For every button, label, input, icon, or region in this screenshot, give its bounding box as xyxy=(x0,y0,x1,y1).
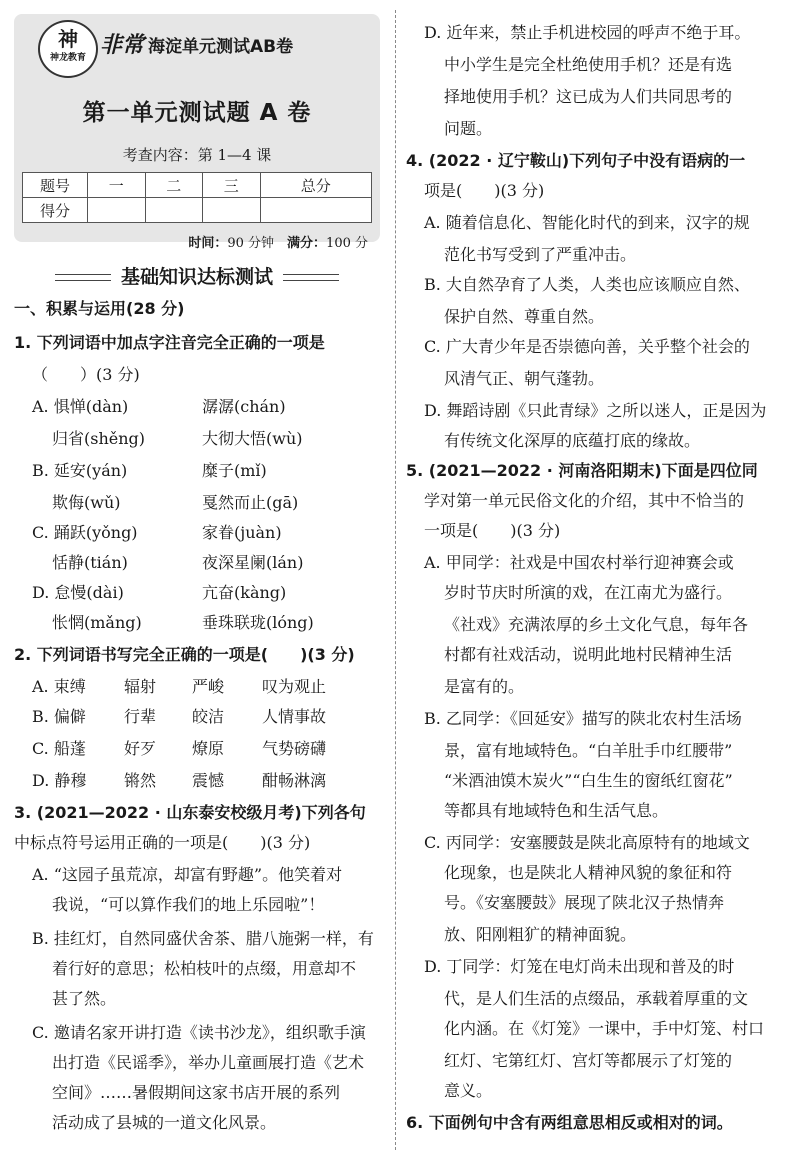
question-line: D. 丁同学：灯笼在电灯尚未出现和普及的时 xyxy=(424,957,735,976)
question-line: 意义。 xyxy=(444,1081,493,1100)
question-line: D. 怠慢(dài) xyxy=(32,583,124,602)
question-line: 化现象，也是陕北人精神风貌的象征和符 xyxy=(444,863,733,882)
question-line: 红灯、宅第红灯、宫灯等都展示了灯笼的 xyxy=(444,1051,733,1070)
question-line: 大彻大悟(wù) xyxy=(202,429,303,448)
question-line: A. 甲同学：社戏是中国农村举行迎神赛会或 xyxy=(424,553,734,572)
score-cell: 三 xyxy=(203,173,261,198)
question-line: 号。《安塞腰鼓》展现了陕北汉子热情奔 xyxy=(444,893,725,912)
brand-name: 神龙教育 xyxy=(49,53,86,63)
question-line: 中小学生是完全杜绝使用手机？还是有选 xyxy=(444,55,733,74)
question-line: 一项是( )(3 分) xyxy=(424,521,561,540)
score-cell xyxy=(203,198,261,223)
exam-scope: 考查内容：第 1—4 课 xyxy=(122,146,272,164)
question-line: 甚了然。 xyxy=(52,989,117,1008)
question-line: 2. 下列词语书写完全正确的一项是( )(3 分) xyxy=(14,645,355,664)
question-line: 行辈 xyxy=(124,707,157,726)
question-line: 夜深星阑(lán) xyxy=(202,553,304,572)
question-line: 亢奋(kàng) xyxy=(202,583,287,602)
question-line: 恬静(tián) xyxy=(52,553,128,572)
time-info xyxy=(188,232,368,251)
question-line: 代，是人们生活的点缀品，承载着厚重的文 xyxy=(444,989,749,1008)
question-line: A. “这园子虽荒凉，却富有野趣”。他笑着对 xyxy=(32,865,343,884)
full-value: 100 分 xyxy=(326,236,368,251)
question-line: 好歹 xyxy=(124,739,157,758)
question-line: C. 邀请名家开讲打造《读书沙龙》，组织歌手演 xyxy=(32,1023,366,1042)
score-cell: 一 xyxy=(88,173,146,198)
question-line: 学对第一单元民俗文化的介绍，其中不恰当的 xyxy=(424,491,745,510)
question-line: 放、阳刚粗犷的精神面貌。 xyxy=(444,925,637,944)
score-cell: 得分 xyxy=(23,198,88,223)
score-cell: 题号 xyxy=(23,173,88,198)
question-line: 等都具有地域特色和生活气息。 xyxy=(444,801,669,820)
question-line: 皎洁 xyxy=(192,707,225,726)
question-line: 有传统文化深厚的底蕴打底的缘故。 xyxy=(444,431,701,450)
question-line: D. 近年来，禁止手机进校园的呼声不绝于耳。 xyxy=(424,23,751,42)
question-line: 择地使用手机？这已成为人们共同思考的 xyxy=(444,87,733,106)
section-title: 基础知识达标测试 xyxy=(14,262,380,289)
question-line: 震憾 xyxy=(192,771,225,790)
question-line: 戛然而止(gā) xyxy=(202,493,299,512)
question-line: 范化书写受到了严重冲击。 xyxy=(444,245,637,264)
question-line: 景，富有地域特色。“白羊肚手巾红腰带” xyxy=(444,741,733,760)
question-line: 风清气正、朝气蓬勃。 xyxy=(444,369,605,388)
question-line: 归省(shěng) xyxy=(52,429,146,448)
exam-header xyxy=(14,14,380,251)
series-name xyxy=(100,28,293,59)
score-cell xyxy=(145,198,203,223)
time-label: 时间： xyxy=(188,236,228,251)
question-line: C. 广大青少年是否崇德向善，关乎整个社会的 xyxy=(424,337,750,356)
question-line: C. 船蓬 xyxy=(32,739,86,758)
score-table-row xyxy=(23,198,372,223)
question-line: 着行好的意思；松柏枝叶的点缀，用意却不 xyxy=(52,959,357,978)
question-line: 5. (2021—2022 · 河南洛阳期末)下面是四位同 xyxy=(406,461,758,480)
question-line: 《社戏》充满浓厚的乡土文化气息，每年各 xyxy=(444,615,749,634)
question-line: C. 丙同学：安塞腰鼓是陕北高原特有的地域文 xyxy=(424,833,750,852)
score-cell xyxy=(260,198,371,223)
question-line: 糜子(mǐ) xyxy=(202,461,267,480)
question-line: 是富有的。 xyxy=(444,677,525,696)
question-line: B. 大自然孕育了人类，人类也应该顺应自然、 xyxy=(424,275,750,294)
question-line: B. 挂红灯，自然同盛伏舍茶、腊八施粥一样，有 xyxy=(32,929,374,948)
question-line: 家眷(juàn) xyxy=(202,523,282,542)
column-divider xyxy=(395,10,396,1150)
brand-logo xyxy=(38,20,98,78)
question-line: 欺侮(wǔ) xyxy=(52,493,121,512)
series-label: 海淀单元测试AB卷 xyxy=(148,37,294,57)
question-line: D. 静穆 xyxy=(32,771,87,790)
question-line: 6. 下面例句中含有两组意思相反或相对的词。 xyxy=(406,1113,733,1132)
score-cell: 二 xyxy=(145,173,203,198)
question-line: 空间》……暑假期间这家书店开展的系列 xyxy=(52,1083,341,1102)
question-line: 保护自然、尊重自然。 xyxy=(444,307,605,326)
question-line: 村都有社戏活动，说明此地村民精神生活 xyxy=(444,645,733,664)
question-line: 中标点符号运用正确的一项是( )(3 分) xyxy=(14,833,311,852)
brand-symbol: 神 xyxy=(58,27,78,51)
question-line: 问题。 xyxy=(444,119,493,138)
question-line: B. 乙同学：《回延安》描写的陕北农村生活场 xyxy=(424,709,742,728)
question-line: D. 舞蹈诗剧《只此青绿》之所以迷人，正是因为 xyxy=(424,401,767,420)
question-line: 出打造《民谣季》，举办儿童画展打造《艺术 xyxy=(52,1053,365,1072)
score-cell xyxy=(88,198,146,223)
question-line: 锵然 xyxy=(124,771,157,790)
question-line: 岁时节庆时所演的戏，在江南尤为盛行。 xyxy=(444,583,733,602)
question-line: 怅惘(mǎng) xyxy=(52,613,142,632)
question-line: A. 随着信息化、智能化时代的到来，汉字的规 xyxy=(424,213,750,232)
question-line: 3. (2021—2022 · 山东泰安校级月考)下列各句 xyxy=(14,803,366,822)
question-line: 酣畅淋漓 xyxy=(262,771,327,790)
series-script: 非常 xyxy=(100,32,145,58)
question-line: 化内涵。在《灯笼》一课中，手中灯笼、村口 xyxy=(444,1019,765,1038)
page-title: 第一单元测试题 A 卷 xyxy=(82,100,312,126)
score-cell: 总分 xyxy=(260,173,371,198)
question-line: B. 偏僻 xyxy=(32,707,86,726)
full-label: 满分： xyxy=(287,236,327,251)
question-line: 严峻 xyxy=(192,677,225,696)
time-value: 90 分钟 xyxy=(227,236,275,251)
question-line: 人情事故 xyxy=(262,707,327,726)
question-line: 燎原 xyxy=(192,739,225,758)
question-line: A. 束缚 xyxy=(32,677,86,696)
question-line: 垂珠联珑(lóng) xyxy=(202,613,314,632)
question-line: 1. 下列词语中加点字注音完全正确的一项是 xyxy=(14,333,325,352)
question-line: B. 延安(yán) xyxy=(32,461,128,480)
part-title: 一、积累与运用(28 分) xyxy=(14,299,185,318)
question-line: C. 踊跃(yǒng) xyxy=(32,523,138,542)
question-line: 气势磅礴 xyxy=(262,739,327,758)
question-line: 我说，“可以算作我们的地上乐园啦”！ xyxy=(52,895,325,914)
question-line: 潺潺(chán) xyxy=(202,397,286,416)
question-line: 辐射 xyxy=(124,677,157,696)
question-line: “米酒油馍木炭火”“白生生的窗纸红窗花” xyxy=(444,771,733,790)
question-line: （ ）(3 分) xyxy=(32,365,140,384)
question-line: 项是( )(3 分) xyxy=(424,181,545,200)
question-line: 叹为观止 xyxy=(262,677,327,696)
score-table xyxy=(22,172,372,223)
score-table-row xyxy=(23,173,372,198)
question-line: A. 惧惮(dàn) xyxy=(32,397,129,416)
question-line: 4. (2022 · 辽宁鞍山)下列句子中没有语病的一 xyxy=(406,151,746,170)
question-line: 活动成了县城的一道文化风景。 xyxy=(52,1113,277,1132)
